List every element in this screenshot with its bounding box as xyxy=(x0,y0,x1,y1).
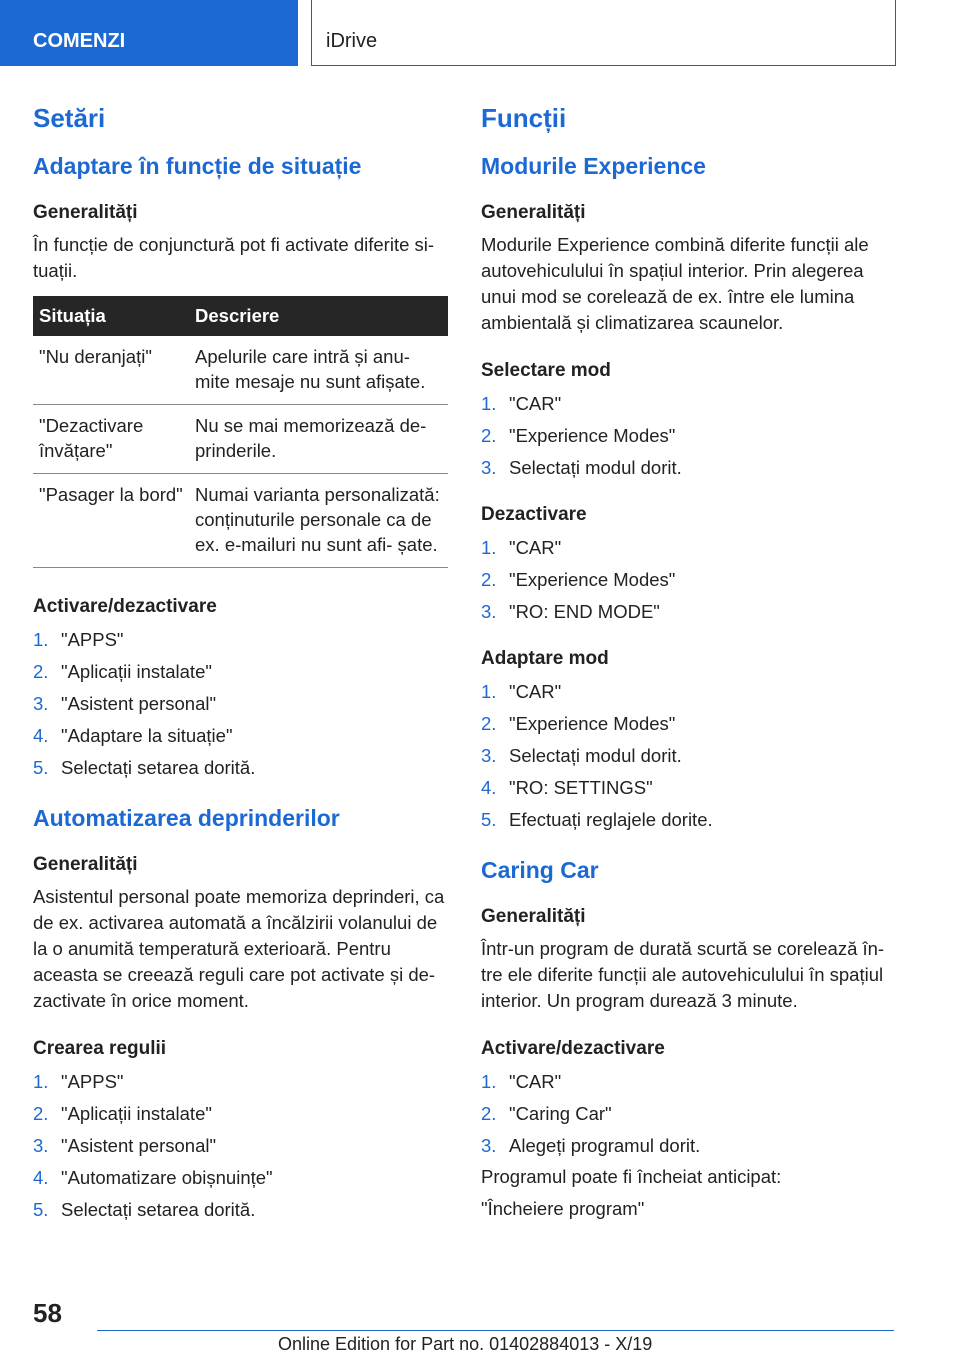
step-number: 2. xyxy=(481,1103,497,1124)
step-number: 3. xyxy=(481,457,497,478)
list-item xyxy=(481,564,896,596)
deactivate-steps xyxy=(481,532,896,628)
step-number: 2. xyxy=(481,425,497,446)
list-item xyxy=(481,388,896,420)
list-item xyxy=(33,1162,448,1194)
subheading-general: Generalități xyxy=(481,202,586,223)
table-header: Descriere xyxy=(189,296,448,336)
list-item xyxy=(481,1066,896,1098)
step-number: 4. xyxy=(481,777,497,798)
step-number: 4. xyxy=(33,1167,49,1188)
step-text: "Aplicații instalate" xyxy=(61,1103,212,1124)
list-item xyxy=(33,688,448,720)
list-item xyxy=(481,596,896,628)
footer-edition: Online Edition for Part no. 01402884013 - X/19 xyxy=(278,1334,653,1354)
step-number: 3. xyxy=(481,1135,497,1156)
step-number: 3. xyxy=(481,601,497,622)
heading-settings: Setări xyxy=(33,103,106,133)
list-item xyxy=(481,532,896,564)
chapter-tab: iDrive xyxy=(311,0,896,66)
heading-experience-modes: Modurile Experience xyxy=(481,153,706,179)
paragraph: Programul poate fi încheiat anticipat: xyxy=(481,1166,782,1187)
step-number: 2. xyxy=(33,661,49,682)
step-text: Alegeți programul dorit. xyxy=(509,1135,701,1156)
step-text: "Asistent personal" xyxy=(61,693,217,714)
list-item xyxy=(481,772,896,804)
step-text: "RO: END MODE" xyxy=(509,601,660,622)
activation-steps xyxy=(33,624,448,784)
subheading-deactivate: Dezactivare xyxy=(481,504,587,525)
step-text: "APPS" xyxy=(61,629,124,650)
table-cell: Numai varianta personalizată: conținuturile personale ca de ex. e-mailuri nu sunt afi‐ șate. xyxy=(189,474,448,568)
subheading-general: Generalități xyxy=(33,202,138,223)
left-column xyxy=(33,100,448,1226)
list-item xyxy=(33,656,448,688)
step-text: "Aplicații instalate" xyxy=(61,661,212,682)
paragraph: Într-un program de durată scurtă se corelează în‐ tre ele diferite funcții ale autovehiculului în spațiul interior. Un program durează 3 minute. xyxy=(481,938,885,1011)
subheading-general: Generalități xyxy=(33,854,138,875)
section-tab: COMENZI xyxy=(0,0,298,66)
step-text: "Caring Car" xyxy=(509,1103,612,1124)
list-item xyxy=(33,720,448,752)
step-number: 1. xyxy=(33,1071,49,1092)
table-cell: "Nu deranjați" xyxy=(33,336,189,405)
table-cell: "Pasager la bord" xyxy=(33,474,189,568)
step-text: Selectați setarea dorită. xyxy=(61,757,256,778)
step-text: Selectați modul dorit. xyxy=(509,745,682,766)
step-number: 1. xyxy=(481,1071,497,1092)
subheading-create-rule: Crearea regulii xyxy=(33,1038,167,1059)
list-item xyxy=(33,1194,448,1226)
table-cell: Nu se mai memorizează de‐ prinderile. xyxy=(189,405,448,474)
step-text: Efectuați reglajele dorite. xyxy=(509,809,713,830)
step-text: "Experience Modes" xyxy=(509,425,676,446)
subheading-activation: Activare/dezactivare xyxy=(33,596,217,617)
step-text: "APPS" xyxy=(61,1071,124,1092)
subheading-general: Generalități xyxy=(481,906,586,927)
list-item xyxy=(481,1130,896,1162)
list-item xyxy=(481,708,896,740)
caring-car-steps xyxy=(481,1066,896,1162)
step-number: 1. xyxy=(481,681,497,702)
step-number: 3. xyxy=(33,1135,49,1156)
step-text: Selectați modul dorit. xyxy=(509,457,682,478)
step-number: 2. xyxy=(33,1103,49,1124)
subheading-adapt-mode: Adaptare mod xyxy=(481,648,609,669)
list-item xyxy=(481,1098,896,1130)
select-steps xyxy=(481,388,896,484)
step-number: 5. xyxy=(33,757,49,778)
heading-automation: Automatizarea deprinderilor xyxy=(33,805,340,831)
list-item xyxy=(481,740,896,772)
step-number: 4. xyxy=(33,725,49,746)
step-text: "CAR" xyxy=(509,537,562,558)
step-text: "Asistent personal" xyxy=(61,1135,217,1156)
subheading-activation: Activare/dezactivare xyxy=(481,1038,665,1059)
heading-situation: Adaptare în funcție de situație xyxy=(33,153,362,179)
table-row xyxy=(33,474,448,568)
step-text: "CAR" xyxy=(509,1071,562,1092)
step-number: 5. xyxy=(481,809,497,830)
rule-steps xyxy=(33,1066,448,1226)
list-item xyxy=(481,420,896,452)
situation-table xyxy=(33,296,448,568)
step-text: "Experience Modes" xyxy=(509,569,676,590)
table-row xyxy=(33,336,448,405)
paragraph: Asistentul personal poate memoriza deprinderi, ca de ex. activarea automată a încălzirii volanului de la o anumită temperatură exterioară. Pentru aceasta se creează reguli care pot activate și de‐ zactivate în orice moment. xyxy=(33,886,445,1011)
list-item xyxy=(33,1098,448,1130)
table-cell: "Dezactivare învățare" xyxy=(33,405,189,474)
step-number: 3. xyxy=(481,745,497,766)
paragraph: În funcție de conjunctură pot fi activate diferite si‐ tuații. xyxy=(33,234,435,281)
step-number: 1. xyxy=(33,629,49,650)
step-number: 2. xyxy=(481,569,497,590)
step-number: 1. xyxy=(481,537,497,558)
list-item xyxy=(33,1130,448,1162)
step-text: "CAR" xyxy=(509,393,562,414)
list-item xyxy=(481,804,896,836)
heading-caring-car: Caring Car xyxy=(481,857,599,883)
adapt-steps xyxy=(481,676,896,836)
list-item xyxy=(33,624,448,656)
page-number: 58 xyxy=(33,1298,62,1328)
step-number: 2. xyxy=(481,713,497,734)
end-program-value: "Încheiere program" xyxy=(481,1198,645,1219)
step-text: "CAR" xyxy=(509,681,562,702)
step-number: 3. xyxy=(33,693,49,714)
right-column xyxy=(481,100,896,1222)
list-item xyxy=(33,752,448,784)
step-text: "Automatizare obișnuințe" xyxy=(61,1167,273,1188)
step-text: Selectați setarea dorită. xyxy=(61,1199,256,1220)
subheading-select-mode: Selectare mod xyxy=(481,360,611,381)
step-number: 5. xyxy=(33,1199,49,1220)
step-text: "Adaptare la situație" xyxy=(61,725,233,746)
step-text: "RO: SETTINGS" xyxy=(509,777,653,798)
heading-functions: Funcții xyxy=(481,103,567,133)
paragraph: Modurile Experience combină diferite funcții ale autovehiculului în spațiul interior. Prin alegerea unui mod se corelează de ex. între ele lumina ambientală și climatizarea scaunelor. xyxy=(481,234,869,333)
table-cell: Apelurile care intră și anu‐ mite mesaje nu sunt afișate. xyxy=(189,336,448,405)
list-item xyxy=(481,452,896,484)
step-number: 1. xyxy=(481,393,497,414)
list-item xyxy=(33,1066,448,1098)
footer-divider xyxy=(97,1330,894,1331)
list-item xyxy=(481,676,896,708)
table-header: Situația xyxy=(33,296,189,336)
step-text: "Experience Modes" xyxy=(509,713,676,734)
table-row xyxy=(33,405,448,474)
page-header xyxy=(0,0,960,66)
